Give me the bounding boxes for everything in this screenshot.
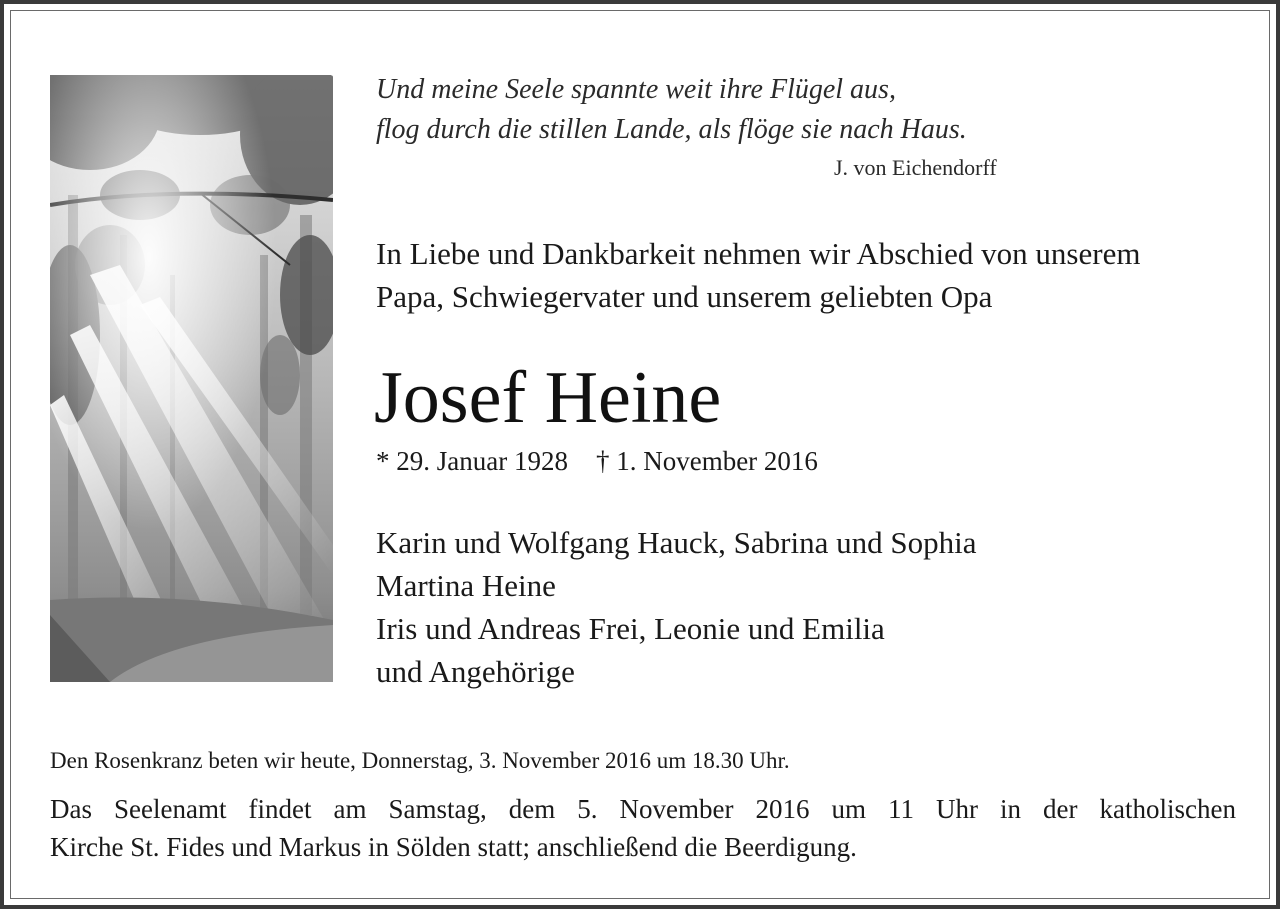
mourner-line: Martina Heine <box>376 568 556 603</box>
forest-photo-illustration <box>50 75 333 682</box>
mourners-list <box>376 521 976 693</box>
death-date: † 1. November 2016 <box>595 446 818 476</box>
forest-sunbeam-photo <box>50 75 333 682</box>
birth-date: * 29. Januar 1928 <box>376 446 568 476</box>
farewell-intro <box>376 232 1140 318</box>
rosary-announcement: Den Rosenkranz beten wir heute, Donnerstag, 3. November 2016 um 18.30 Uhr. <box>50 748 790 773</box>
quote-line: Und meine Seele spannte weit ihre Flügel aus, <box>376 74 896 105</box>
mourner-line: Iris und Andreas Frei, Leonie und Emilia <box>376 611 885 646</box>
service-line: Das Seelenamt findet am Samstag, dem 5. November 2016 um 11 Uhr in der katholischen <box>50 794 1236 824</box>
service-line: Kirche St. Fides und Markus in Sölden statt; anschließend die Beerdigung. <box>50 832 857 862</box>
mourner-line: und Angehörige <box>376 654 575 689</box>
intro-line: In Liebe und Dankbarkeit nehmen wir Abschied von unserem <box>376 236 1141 271</box>
quote-author: J. von Eichendorff <box>834 155 997 180</box>
poem-quote <box>376 70 967 150</box>
deceased-name: Josef Heine <box>374 357 722 439</box>
life-dates <box>376 444 818 478</box>
service-announcement <box>50 790 1236 866</box>
mourner-line: Karin und Wolfgang Hauck, Sabrina und Sophia <box>376 525 977 560</box>
intro-line: Papa, Schwiegervater und unserem geliebten Opa <box>376 279 993 314</box>
quote-line: flog durch die stillen Lande, als flöge sie nach Haus. <box>376 114 967 145</box>
